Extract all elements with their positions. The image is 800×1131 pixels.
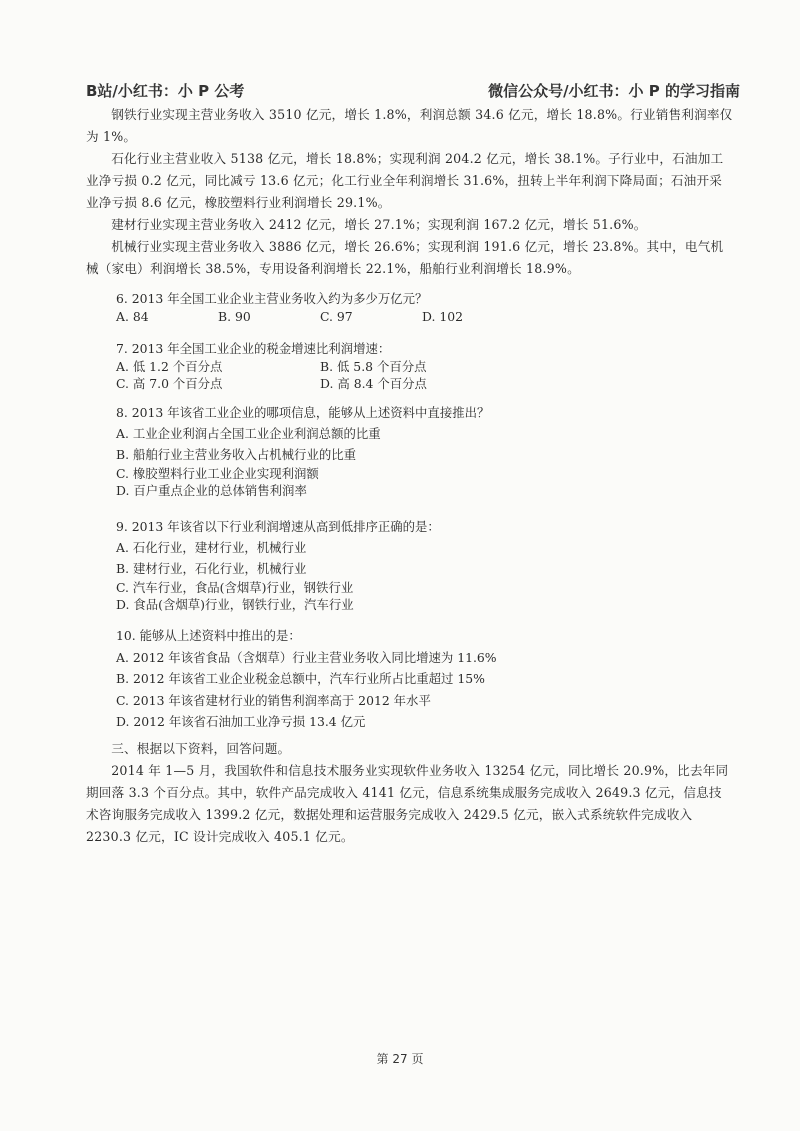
question-stem: 7. 2013 年全国工业企业的税金增速比利润增速： xyxy=(116,341,391,356)
option-a: A. 低 1.2 个百分点 xyxy=(116,358,223,374)
section-3 xyxy=(86,738,734,848)
option-b: B. 90 xyxy=(218,308,251,324)
option-d: D. 2012 年该省石油加工业净亏损 13.4 亿元 xyxy=(116,714,366,729)
option-a: A. 石化行业，建材行业，机械行业 xyxy=(116,540,307,555)
option-d: D. 高 8.4 个百分点 xyxy=(320,376,427,391)
question-stem: 9. 2013 年该省以下行业利润增速从高到低排序正确的是： xyxy=(116,519,440,534)
option-b: B. 低 5.8 个百分点 xyxy=(320,358,427,374)
section-3-heading: 三、根据以下资料，回答问题。 xyxy=(111,741,291,756)
paragraph-petrochem: 石化行业主营业收入 5138 亿元，增长 18.8%；实现利润 204.2 亿元，增长 38.1%。子行业中，石油加工业净亏损 0.2 亿元，同比减亏 13.6 亿元；化工行业全年利润增长 31.6%，扭转上半年利润下降局面；石油开采业净亏损 8.6 亿元，橡胶塑料行业利润增长 29.1%。 xyxy=(86,151,724,210)
paragraph-building-materials: 建材行业实现主营业务收入 2412 亿元，增长 27.1%；实现利润 167.2 亿元，增长 51.6%。 xyxy=(111,217,647,232)
option-d: D. 食品(含烟草)行业，钢铁行业，汽车行业 xyxy=(116,597,354,612)
question-stem: 6. 2013 年全国工业企业主营业务收入约为多少万亿元？ xyxy=(116,291,428,306)
option-c: C. 橡胶塑料行业工业企业实现利润额 xyxy=(116,466,319,481)
page-header xyxy=(86,80,740,101)
question-10 xyxy=(116,625,497,733)
option-d: D. 102 xyxy=(422,308,464,324)
option-d: D. 百户重点企业的总体销售利润率 xyxy=(116,483,307,498)
header-right-source: 微信公众号/小红书：小 P 的学习指南 xyxy=(488,82,740,100)
option-b: B. 建材行业，石化行业，机械行业 xyxy=(116,561,307,576)
option-c: C. 97 xyxy=(320,308,353,324)
header-left-source: B站/小红书：小 P 公考 xyxy=(86,82,245,100)
question-7 xyxy=(116,340,520,393)
page-number: 第 27 页 xyxy=(376,1052,424,1066)
question-stem: 10. 能够从上述资料中推出的是： xyxy=(116,628,301,643)
question-stem: 8. 2013 年该省工业企业的哪项信息，能够从上述资料中直接推出？ xyxy=(116,405,490,420)
option-c: C. 2013 年该省建材行业的销售利润率高于 2012 年水平 xyxy=(116,692,431,708)
material-section xyxy=(86,104,734,280)
option-b: B. 2012 年该省工业企业税金总额中，汽车行业所占比重超过 15% xyxy=(116,671,485,686)
option-a: A. 84 xyxy=(116,308,149,324)
section-3-paragraph: 2014 年 1—5 月，我国软件和信息技术服务业实现软件业务收入 13254 亿元，同比增长 20.9%，比去年同期回落 3.3 个百分点。其中，软件产品完成收入 4141 亿元，信息系统集成服务完成收入 2649.3 亿元，信息技术咨询服务完成收入 1399.2 亿元，数据处理和运营服务完成收入 2429.5 亿元，嵌入式系统软件完成收入 2230.3 亿元，IC 设计完成收入 405.1 亿元。 xyxy=(86,763,729,844)
option-c: C. 汽车行业，食品(含烟草)行业，钢铁行业 xyxy=(116,580,354,595)
option-c: C. 高 7.0 个百分点 xyxy=(116,376,223,391)
option-a: A. 工业企业利润占全国工业企业利润总额的比重 xyxy=(116,426,381,441)
question-9 xyxy=(116,516,440,613)
question-6 xyxy=(116,290,524,325)
option-a: A. 2012 年该省食品（含烟草）行业主营业务收入同比增速为 11.6% xyxy=(116,649,497,665)
option-b: B. 船舶行业主营业务收入占机械行业的比重 xyxy=(116,447,357,462)
paragraph-machinery: 机械行业实现主营业务收入 3886 亿元，增长 26.6%；实现利润 191.6 亿元，增长 23.8%。其中，电气机械（家电）利润增长 38.5%，专用设备利润增长 22.1%，船舶行业利润增长 18.9%。 xyxy=(86,239,724,276)
paragraph-steel: 钢铁行业实现主营业务收入 3510 亿元，增长 1.8%，利润总额 34.6 亿元，增长 18.8%。行业销售利润率仅为 1%。 xyxy=(86,107,733,144)
question-8 xyxy=(116,402,489,499)
